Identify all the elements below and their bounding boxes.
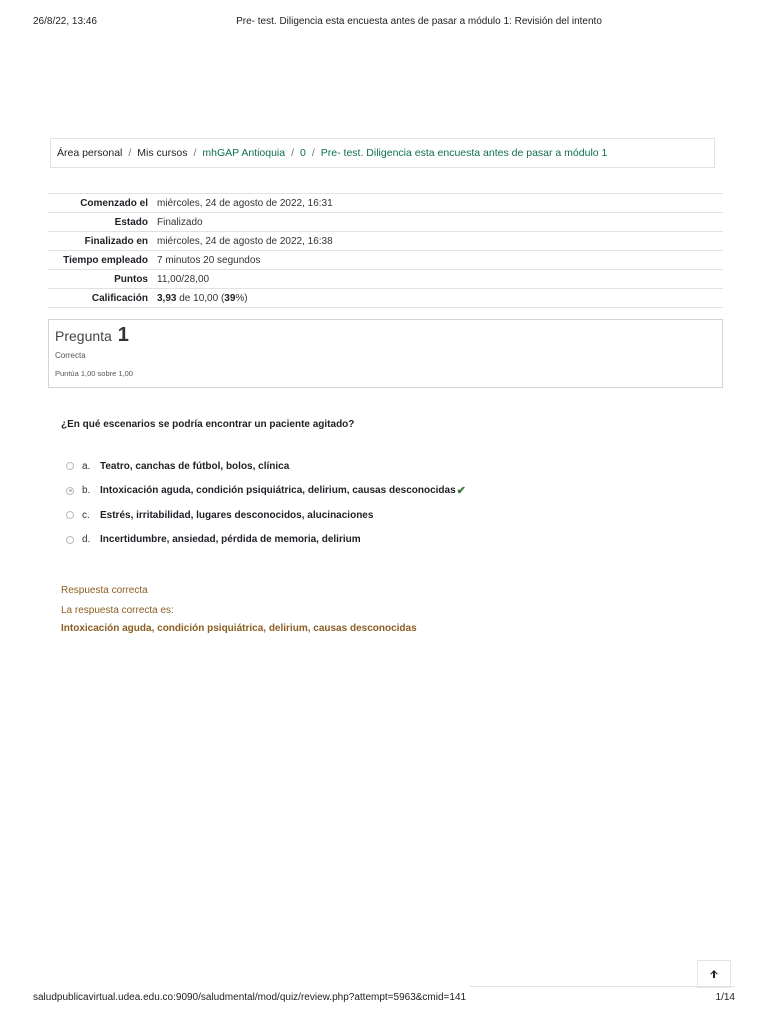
summary-value: Finalizado <box>157 216 203 228</box>
feedback-text: Respuesta correcta <box>61 585 148 596</box>
table-row <box>48 232 723 251</box>
footer-divider <box>470 986 735 987</box>
radio-option-d[interactable] <box>66 536 74 544</box>
breadcrumb-separator: / <box>128 147 132 159</box>
breadcrumb-item-area-personal[interactable]: Área personal <box>57 147 123 159</box>
question-text: ¿En qué escenarios se podría encontrar un paciente agitado? <box>61 419 355 430</box>
breadcrumb-separator: / <box>291 147 295 159</box>
table-row <box>48 270 723 289</box>
print-header <box>33 16 735 32</box>
question-state: Correcta <box>55 351 86 360</box>
summary-label: Finalizado en <box>84 235 148 247</box>
answer-options <box>66 454 466 552</box>
radio-option-a[interactable] <box>66 462 74 470</box>
radio-option-b[interactable] <box>66 487 74 495</box>
option-letter: a. <box>82 460 91 472</box>
breadcrumb-item-mis-cursos[interactable]: Mis cursos <box>137 147 188 159</box>
answer-option-a <box>66 454 466 479</box>
option-letter: b. <box>82 485 91 497</box>
option-letter: d. <box>82 534 91 546</box>
question-info-box <box>48 319 723 388</box>
grade-percent: 39 <box>224 292 236 304</box>
answer-option-c <box>66 503 466 528</box>
grade-value <box>153 289 723 308</box>
check-icon: ✔ <box>456 485 466 498</box>
answer-option-d <box>66 528 466 553</box>
summary-value: 7 minutos 20 segundos <box>157 254 261 266</box>
radio-option-c[interactable] <box>66 511 74 519</box>
breadcrumb <box>50 138 715 168</box>
breadcrumb-item-section[interactable]: 0 <box>300 147 306 159</box>
page-number: 1/14 <box>715 992 735 1003</box>
option-text: Estrés, irritabilidad, lugares desconocidos, alucinaciones <box>100 509 374 521</box>
back-to-top-button[interactable] <box>697 960 731 988</box>
summary-value: miércoles, 24 de agosto de 2022, 16:38 <box>157 235 333 247</box>
summary-label: Estado <box>114 216 148 228</box>
grade-end: %) <box>235 292 248 304</box>
table-row <box>48 194 723 213</box>
grade-middle: de 10,00 ( <box>176 292 225 304</box>
grade-label: Calificación <box>91 292 148 304</box>
question-grade: Puntúa 1,00 sobre 1,00 <box>55 369 133 378</box>
summary-label: Comenzado el <box>80 197 148 209</box>
option-text: Incertidumbre, ansiedad, pérdida de memoria, delirium <box>100 534 361 546</box>
summary-label: Puntos <box>114 273 148 285</box>
right-answer-label: La respuesta correcta es: <box>61 605 174 616</box>
option-text: Teatro, canchas de fútbol, bolos, clínica <box>100 460 290 472</box>
question-number <box>55 324 716 347</box>
breadcrumb-item-quiz[interactable]: Pre- test. Diligencia esta encuesta antes de pasar a módulo 1 <box>320 147 608 159</box>
question-prefix: Pregunta <box>55 328 112 344</box>
breadcrumb-separator: / <box>193 147 197 159</box>
summary-label: Tiempo empleado <box>63 254 148 266</box>
option-letter: c. <box>82 509 90 521</box>
table-row <box>48 251 723 270</box>
question-number-value: 1 <box>117 324 129 346</box>
print-title: Pre- test. Diligencia esta encuesta antes de pasar a módulo 1: Revisión del intento <box>236 16 602 27</box>
arrow-up-icon <box>709 969 719 979</box>
summary-value: miércoles, 24 de agosto de 2022, 16:31 <box>157 197 333 209</box>
print-date: 26/8/22, 13:46 <box>33 16 97 27</box>
grade-score: 3,93 <box>157 292 177 304</box>
print-url: saludpublicavirtual.udea.edu.co:9090/saludmental/mod/quiz/review.php?attempt=5963&cmid=141 <box>33 992 467 1003</box>
summary-value: 11,00/28,00 <box>157 273 210 285</box>
table-row <box>48 213 723 232</box>
table-row <box>48 289 723 308</box>
answer-option-b <box>66 479 466 504</box>
attempt-summary-table <box>48 193 723 308</box>
option-text: Intoxicación aguda, condición psiquiátrica, delirium, causas desconocidas <box>100 485 456 497</box>
breadcrumb-item-course[interactable]: mhGAP Antioquia <box>202 147 286 159</box>
breadcrumb-separator: / <box>311 147 315 159</box>
right-answer: Intoxicación aguda, condición psiquiátrica, delirium, causas desconocidas <box>61 623 417 634</box>
